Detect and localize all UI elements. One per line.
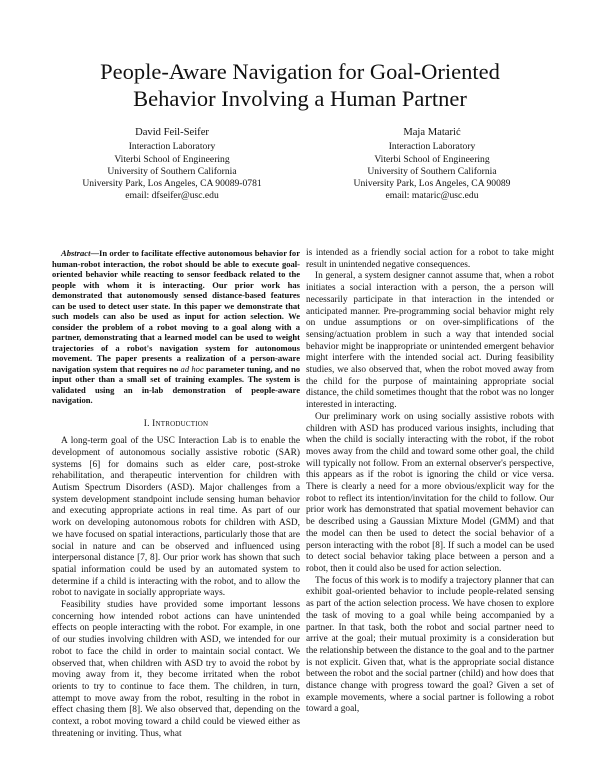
author-affiliation-line: Interaction Laboratory	[128, 141, 216, 153]
body-paragraph-continued: is intended as a friendly social action for a robot to take might result in unintended negative consequences.	[306, 248, 554, 270]
abstract-label: Abstract	[61, 248, 91, 258]
body-paragraph: Feasibility studies have provided some important lessons concerning how intended robot actions can have unintended effects on people interacting with the robot. For example, in one of our studies involving children with ASD, we intended for our robot to face the child in order to maintain social contact. We observed that, when children with ASD try to avoid the robot by moving away from it, they become irritated when the robot orients to try to continue to face them. The children, in turn, attempt to move away from the robot, resulting in the robot in effect chasing them [8]. We also observed that, depending on the context, a robot moving toward a child could be viewed either as threatening or inviting. Thus, what	[52, 600, 300, 739]
author-name: David Feil-Seifer	[135, 127, 209, 138]
abstract-text-2: parameter tuning, and no input other than a small set of training examples. The system is validated using an in-lab demonstration of people-aware navigation.	[52, 363, 300, 405]
author-email: email: dfseifer@usc.edu	[125, 190, 219, 202]
title-line-2: Behavior Involving a Human Partner	[133, 86, 467, 111]
author-affiliation-line: University of Southern California	[107, 165, 237, 177]
author-affiliation-line: Viterbi School of Engineering	[114, 153, 230, 165]
abstract-text-1: In order to facilitate effective autonomous behavior for human-robot interaction, the robot should be able to execute goal-oriented behavior while reacting to sensor feedback related to the people with whom it is interacting. Our prior work has demonstrated that autonomously sensed distance-based features can be used to detect user state. In this paper we demonstrate that such models can also be used as input for action selection. We consider the problem of a robot moving to a goal along with a partner, demonstrating that a learned model can be used to weight trajectories of a robot's navigation system for autonomous movement. The paper presents a realization of a person-aware navigation system that requires no	[52, 248, 300, 374]
author-name: Maja Matarić	[403, 127, 461, 138]
body-paragraph: In general, a system designer cannot assume that, when a robot initiates a social interaction with a person, the a person will necessarily participate in that interaction in the intended or anticipated manner. Pre-programming social behavior might rely on undue assumptions or on over-simplifications of the sensing/actuation problem in such a way that intended social behavior might be inappropriate or unintended emergent behavior might interfere with the intended social act. During feasibility studies, we also observed that, when the robot moved away from the child for the purpose of maintaining appropriate social distance, the child sometimes thought that the robot was no longer interested in interacting.	[306, 271, 554, 411]
author-block-1	[42, 127, 302, 203]
author-affiliation-line: University Park, Los Angeles, CA 90089	[353, 178, 511, 190]
author-affiliation-line: University of Southern California	[367, 165, 497, 177]
abstract-adhoc: ad hoc	[180, 363, 204, 374]
author-block-2	[302, 127, 562, 203]
author-affiliation-line: Viterbi School of Engineering	[374, 153, 490, 165]
section-heading-introduction: I. Introduction	[143, 418, 209, 429]
abstract: Abstract—In order to facilitate effective autonomous behavior for human-robot interaction, the robot should be able to execute goal-oriented behavior while reacting to sensor feedback related to the people with whom it is interacting. Our prior work has demonstrated that autonomously sensed distance-based features can be used to detect user state. In this paper we demonstrate that such models can also be used as input for action selection. We consider the problem of a robot moving to a goal along with a partner, demonstrating that a learned model can be used to weight trajectories of a robot's navigation system for autonomous movement. The paper presents a realization of a person-aware navigation system that requires no ad hoc parameter tuning, and no input other than a small set of training examples. The system is validated using an in-lab demonstration of people-aware navigation.	[52, 248, 300, 405]
author-affiliation-line: Interaction Laboratory	[388, 141, 476, 153]
right-column	[306, 248, 554, 716]
author-email: email: mataric@usc.edu	[385, 190, 479, 202]
body-paragraph: Our preliminary work on using socially assistive robots with children with ASD has produced various insights, including that when the child is socially interacting with the robot, if the robot moves away from the child and toward some other goal, the child will typically not follow. From an external observer's perspective, this appears as if the robot is ignoring the child or vice versa. There is clearly a need for a more obvious/explicit way for the robot to reflect its intention/invitation for the child to follow. Our prior work has demonstrated that spatial movement behavior can be described using a Gaussian Mixture Model (GMM) and that the model can then be used to detect the social behavior of a person interacting with the robot [8]. If such a model can be used to detect social behavior taking place between a person and a robot, then it could also be used for action selection.	[306, 411, 554, 574]
left-column	[52, 248, 300, 740]
paper-title	[40, 58, 560, 112]
body-paragraph: A long-term goal of the USC Interaction Lab is to enable the development of autonomous socially assistive robotic (SAR) systems [6] for domains such as elder care, post-stroke rehabilitation, and therapeutic intervention for children with Autism Spectrum Disorders (ASD). Major challenges from a system development standpoint include sensing human behavior and executing appropriate actions in real time. As part of our work on developing autonomous robots for children with ASD, we have focused on spatial interactions, particularly those that are social in nature and can be observed and influenced using interpersonal distance [7, 8]. Our prior work has shown that such spatial information could be used by an automated system to determine if a child is interacting with the robot, and to allow the robot to navigate in socially appropriate ways.	[52, 436, 300, 599]
title-line-1: People-Aware Navigation for Goal-Oriented	[100, 59, 500, 84]
author-affiliation-line: University Park, Los Angeles, CA 90089-0781	[82, 178, 262, 190]
body-paragraph: The focus of this work is to modify a trajectory planner that can exhibit goal-oriented behavior to include people-related sensing as part of the action selection process. We have chosen to explore the task of moving to a goal while being accompanied by a partner. In that task, both the robot and social partner need to arrive at the goal; their mutual proximity is a consideration but the relationship between the distance to the goal and to the partner is not explicit. Given that, what is the appropriate social distance between the robot and the social partner (child) and how does that distance change with progress toward the goal? Given a set of example movements, where a social partner is following a robot toward a goal,	[306, 575, 554, 715]
